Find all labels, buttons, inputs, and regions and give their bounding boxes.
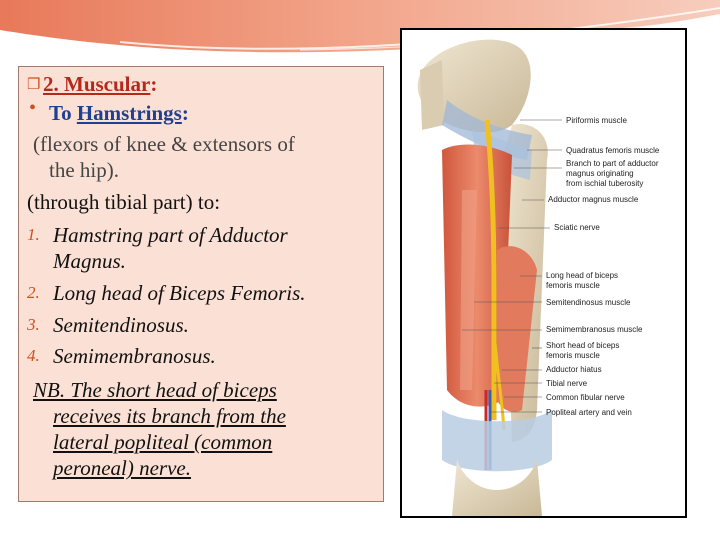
list-item-line: Hamstring part of Adductor (53, 223, 288, 247)
heading-line (43, 71, 157, 97)
label-branch-adductor-2: magnus originating (566, 169, 634, 178)
to-colon: : (181, 101, 189, 125)
label-piriformis: Piriformis muscle (566, 116, 627, 125)
to-word: To (49, 101, 72, 125)
paren-line-1: (flexors of knee & extensors of (33, 132, 295, 156)
nb-line: NB. The short head of biceps (33, 378, 277, 402)
through-line: (through tibial part) to: (27, 190, 221, 214)
label-short-head-biceps-2: femoris muscle (546, 351, 600, 360)
to-target: Hamstrings (76, 101, 182, 125)
label-sciatic-nerve: Sciatic nerve (554, 223, 600, 232)
label-short-head-biceps-1: Short head of biceps (546, 341, 620, 350)
label-branch-adductor-3: from ischial tuberosity (566, 179, 644, 188)
list-item-line: Semitendinosus. (53, 313, 189, 337)
nb-line: lateral popliteal (common (53, 430, 273, 454)
label-long-head-biceps-2: femoris muscle (546, 281, 600, 290)
content-text-box (18, 66, 384, 502)
label-semimembranosus: Semimembranosus muscle (546, 325, 643, 334)
item-number: 1. (27, 225, 40, 244)
list-item-line: Magnus. (53, 249, 126, 273)
item-number: 4. (27, 346, 40, 365)
label-popliteal-vessels: Popliteal artery and vein (546, 408, 632, 417)
paren-line-2: the hip). (49, 158, 119, 182)
nb-line: peroneal) nerve. (53, 456, 191, 480)
label-quadratus-femoris: Quadratus femoris muscle (566, 146, 660, 155)
to-line (49, 100, 189, 126)
label-tibial-nerve: Tibial nerve (546, 379, 588, 388)
nb-line: receives its branch from the (53, 404, 286, 428)
heading-colon: : (150, 72, 158, 96)
label-common-fibular-nerve: Common fibular nerve (546, 393, 625, 402)
square-bullet-icon: ❒ (27, 77, 41, 93)
round-bullet-icon: • (29, 97, 37, 119)
thigh-illustration (402, 30, 685, 516)
heading-number: 2. Muscular (43, 72, 151, 96)
item-number: 2. (27, 283, 40, 302)
anatomy-figure (400, 28, 687, 518)
label-adductor-hiatus: Adductor hiatus (546, 365, 602, 374)
list-item-line: Long head of Biceps Femoris. (53, 281, 306, 305)
list-item-line: Semimembranosus. (53, 344, 216, 368)
label-branch-adductor-1: Branch to part of adductor (566, 159, 659, 168)
label-semitendinosus: Semitendinosus muscle (546, 298, 631, 307)
label-adductor-magnus: Adductor magnus muscle (548, 195, 639, 204)
label-long-head-biceps-1: Long head of biceps (546, 271, 619, 280)
item-number: 3. (27, 315, 40, 334)
